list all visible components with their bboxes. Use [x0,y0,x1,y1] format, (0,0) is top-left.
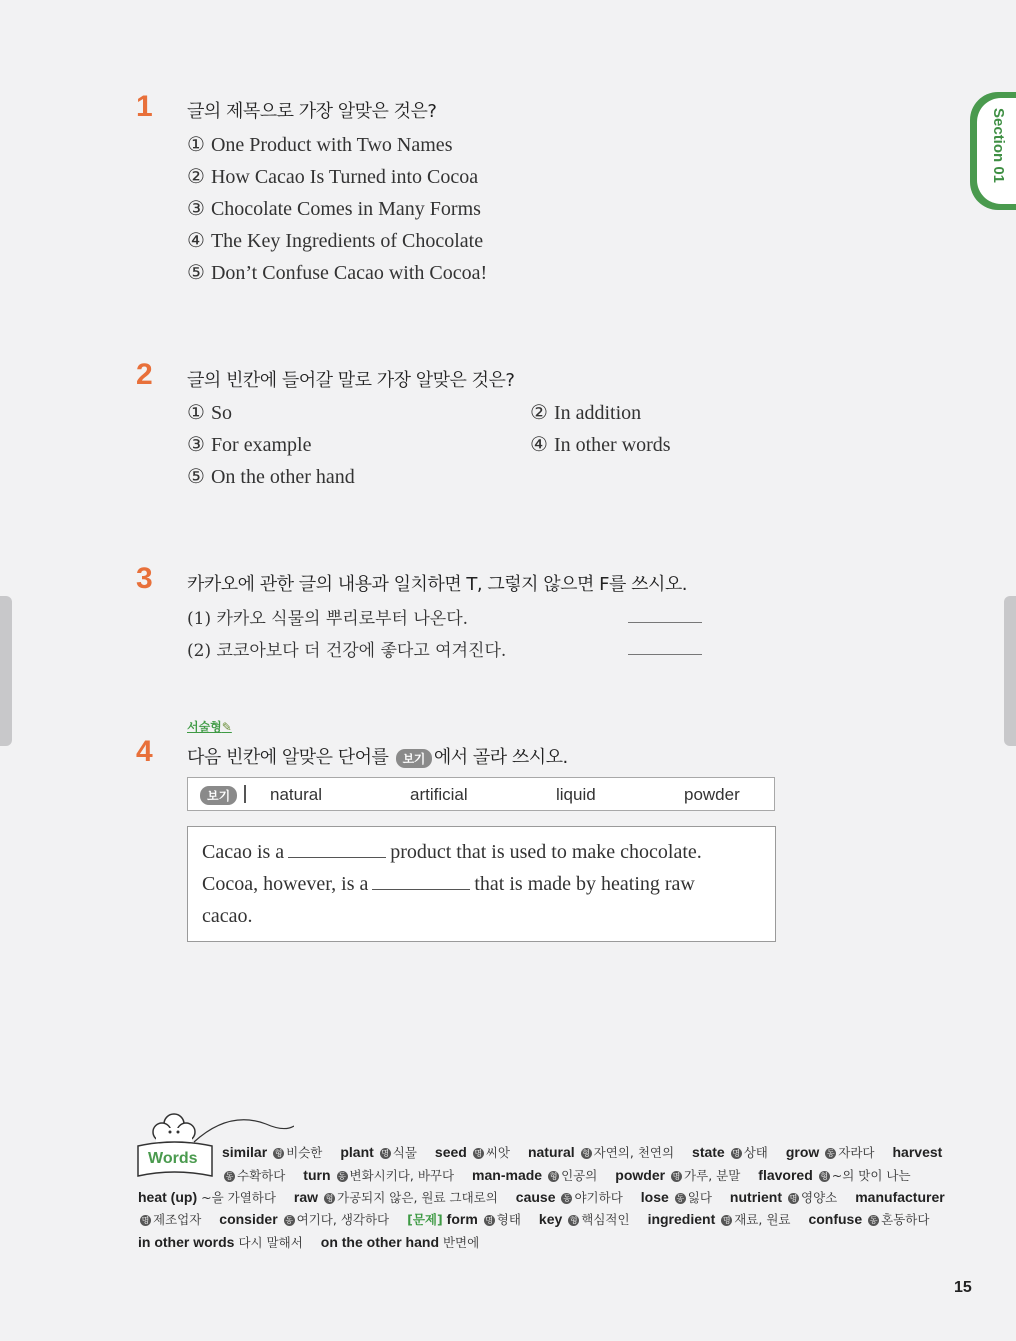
word-entry: ingredient 명 재료, 원료 [647,1211,791,1227]
option-marker: ① [187,134,205,156]
prev-page-handle[interactable] [0,596,12,746]
word-entry: nutrient 명 영양소 [729,1189,838,1205]
q2-option-3[interactable] [187,432,311,457]
q1-option-3[interactable] [187,196,481,221]
option-marker: ④ [187,230,205,252]
option-marker: ③ [187,434,205,456]
words-line-3 [138,1188,945,1206]
item-text: 코코아보다 더 건강에 좋다고 여겨진다. [216,641,507,661]
option-text: Don’t Confuse Cacao with Cocoa! [210,262,488,284]
option-text: In addition [553,402,642,424]
answer-blank-1[interactable] [288,843,386,858]
option-text: For example [210,434,312,456]
passage-line-2: Cocoa, however, is a that is made by heating raw [202,873,695,895]
word-entry: state 명 상태 [692,1144,768,1160]
word-entry: man-made 형 인공의 [472,1167,598,1183]
word-entry: heat (up) ~을 가열하다 [138,1189,276,1205]
question-1-number: 1 [136,90,153,123]
word-entry: seed 명 씨앗 [434,1144,510,1160]
question-4-title: 다음 빈칸에 알맞은 단어를 보기 에서 골라 쓰시오. [187,747,568,768]
section-label: Section 01 [990,108,1007,184]
option-marker: ② [530,402,548,424]
option-marker: ② [187,166,205,188]
word-entry: key 형 핵심적인 [538,1211,630,1227]
word-entry: powder 명 가루, 분말 [615,1167,741,1183]
q2-option-2[interactable] [530,400,641,425]
words-line-2 [222,1166,911,1184]
box-chip: 보기 [396,749,432,768]
q3-answer-blank-2[interactable] [628,654,702,655]
item-text: 카카오 식물의 뿌리로부터 나온다. [216,609,469,629]
q1-option-4[interactable] [187,228,483,253]
word-entry: [문제] form 명 형태 [407,1211,521,1227]
option-marker: ① [187,402,205,424]
divider [244,785,246,803]
option-text: In other words [553,434,671,456]
word-entry: in other words 다시 말해서 [138,1234,303,1250]
words-line-5 [138,1233,479,1251]
q3-item-2 [187,636,506,661]
words-line-1 [222,1143,942,1161]
word-entry: harvest [892,1144,943,1160]
word-entry: lose 동 잃다 [640,1189,712,1205]
q2-option-1[interactable] [187,400,232,425]
pencil-icon: ✎ [221,720,232,734]
option-text: On the other hand [210,466,355,488]
word-entry: consider 동 여기다, 생각하다 [219,1211,390,1227]
words-line-4 [138,1210,929,1228]
option-text: How Cacao Is Turned into Cocoa [210,166,479,188]
word-entry-meaning: 명 제조업자 [141,1212,202,1227]
q1-option-2[interactable] [187,164,478,189]
word-bank-label: 보기 [200,786,237,805]
passage-box [187,826,776,942]
passage-line-3: cacao. [202,905,253,927]
word-entry: confuse 동 혼동하다 [808,1211,930,1227]
q3-item-1 [187,604,468,629]
word-entry: grow 동 자라다 [785,1144,875,1160]
q2-option-4[interactable] [530,432,671,457]
q1-option-5[interactable] [187,260,487,285]
option-marker: ③ [187,198,205,220]
word-bank [187,777,775,811]
q1-option-1[interactable] [187,132,452,157]
word-option[interactable]: artificial [410,785,468,804]
item-marker: (2) [187,641,212,661]
option-text: The Key Ingredients of Chocolate [210,230,484,252]
item-marker: (1) [187,609,212,629]
question-4-number: 4 [136,735,153,768]
word-entry: flavored 형 ~의 맛이 나는 [758,1167,911,1183]
word-option[interactable]: natural [270,785,322,804]
option-marker: ⑤ [187,262,205,284]
word-entry: similar 형 비슷한 [222,1144,323,1160]
option-text: So [210,402,233,424]
question-3-number: 3 [136,562,153,595]
option-text: Chocolate Comes in Many Forms [210,198,481,220]
word-entry: cause 동 야기하다 [515,1189,623,1205]
word-entry: plant 명 식물 [340,1144,417,1160]
descriptive-tag: 서술형✎ [187,720,232,734]
word-entry-meaning: 동 수확하다 [225,1168,286,1183]
question-2-title: 글의 빈칸에 들어갈 말로 가장 알맞은 것은? [187,370,515,391]
words-logo-text: Words [148,1150,198,1167]
quiz-tag: [문제] [407,1212,443,1227]
word-entry: raw 형 가공되지 않은, 원료 그대로의 [293,1189,498,1205]
word-option[interactable]: powder [684,785,740,804]
word-option[interactable]: liquid [556,785,596,804]
next-page-handle[interactable] [1004,596,1016,746]
question-3-title: 카카오에 관한 글의 내용과 일치하면 T, 그렇지 않으면 F를 쓰시오. [187,574,687,595]
q2-option-5[interactable] [187,464,355,489]
answer-blank-2[interactable] [372,875,470,890]
question-2-number: 2 [136,358,153,391]
question-1-title: 글의 제목으로 가장 알맞은 것은? [187,101,437,122]
word-entry: turn 동 변화시키다, 바꾸다 [303,1167,455,1183]
word-entry: manufacturer [855,1189,945,1205]
word-entry: natural 형 자연의, 천연의 [527,1144,675,1160]
page-number: 15 [954,1279,972,1296]
option-text: One Product with Two Names [210,134,453,156]
q3-answer-blank-1[interactable] [628,622,702,623]
passage-line-1: Cacao is a product that is used to make chocolate. [202,841,702,863]
option-marker: ④ [530,434,548,456]
option-marker: ⑤ [187,466,205,488]
word-entry: on the other hand 반면에 [320,1234,480,1250]
